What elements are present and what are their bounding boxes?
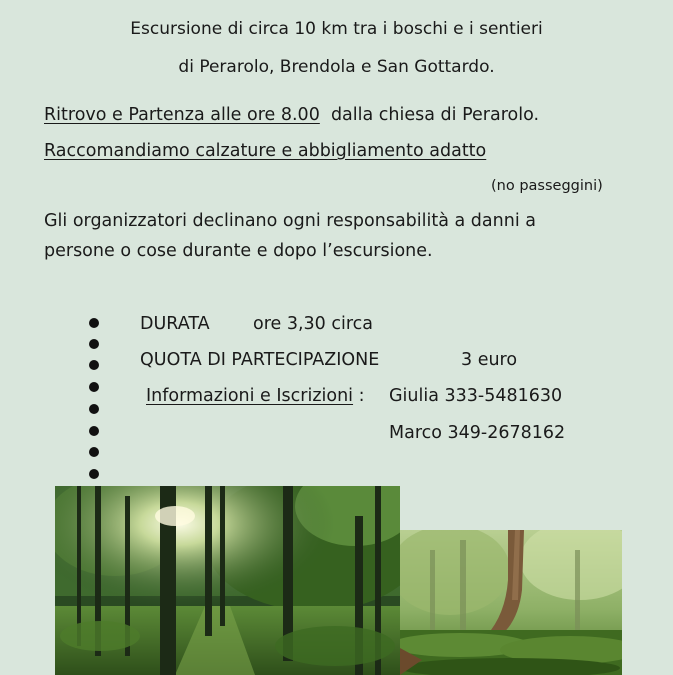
forest-photo-clearing [400,530,622,675]
bullet-dot [89,382,99,392]
bullet-dot [89,318,99,328]
duration-value: ore 3,30 circa [253,314,374,334]
meeting-place: dalla chiesa di Perarolo. [319,105,540,125]
meeting-time: Ritrovo e Partenza alle ore 8.00 [44,105,320,125]
info-line [146,386,365,406]
duration-label: DURATA [140,314,210,334]
bullet-dot [89,426,99,436]
bullet-dot [89,469,99,479]
intro-line-1: Escursione di circa 10 km tra i boschi e i sentieri [130,19,543,39]
bullet-dot [89,447,99,457]
info-label: Informazioni e Iscrizioni [146,386,354,406]
contact-marco: Marco 349-2678162 [389,423,566,443]
bullet-dot [89,339,99,349]
recommendation-text: Raccomandiamo calzature e abbigliamento adatto [44,141,487,161]
forest-photo-sunlit [55,486,400,675]
bullet-dot [89,360,99,370]
bullet-dot [89,404,99,414]
fee-value: 3 euro [461,350,518,370]
info-separator: : [353,386,365,406]
no-strollers-note: (no passeggini) [491,178,603,194]
disclaimer-line-1: Gli organizzatori declinano ogni responsabilità a danni a [44,211,536,231]
intro-line-2: di Perarolo, Brendola e San Gottardo. [178,57,495,77]
meeting-line [44,105,539,125]
fee-label: QUOTA DI PARTECIPAZIONE [140,350,380,370]
disclaimer-line-2: persone o cose durante e dopo l’escursione. [44,241,433,261]
contact-giulia: Giulia 333-5481630 [389,386,563,406]
